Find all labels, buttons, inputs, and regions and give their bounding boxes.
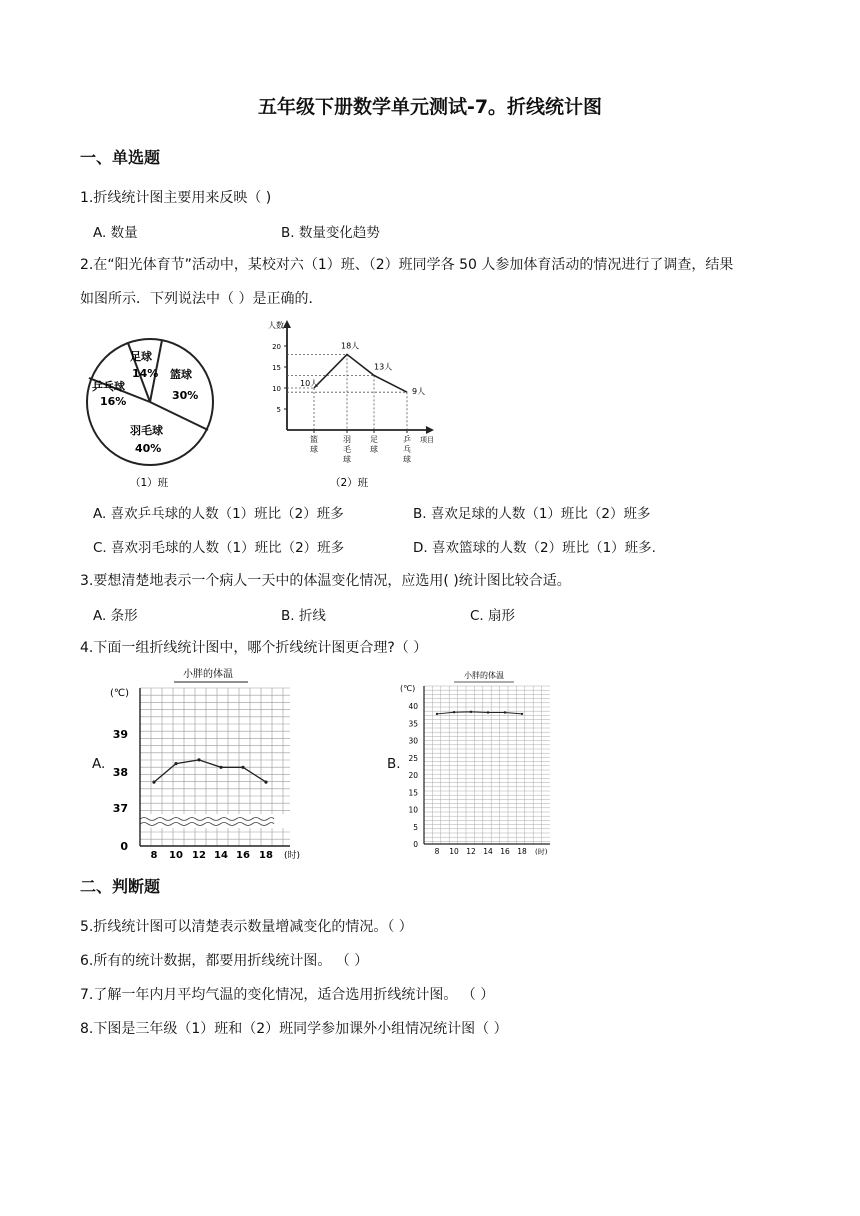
question-7: 7.了解一年内月平均气温的变化情况，适合选用折线统计图。 （ ） bbox=[80, 987, 495, 1003]
lc2-category-label: 篮球 bbox=[310, 435, 318, 454]
ca-xtick-label: 12 bbox=[192, 850, 206, 861]
cb-point bbox=[453, 711, 455, 713]
cb-ytick-label: 10 bbox=[408, 805, 418, 815]
lc2-y-arrow bbox=[283, 320, 291, 328]
pie-caption: （1）班 bbox=[130, 477, 169, 489]
ca-x-unit: (时) bbox=[284, 851, 301, 861]
lc2-value-label: 9人 bbox=[412, 387, 426, 397]
q4-chart-a bbox=[108, 664, 308, 864]
pie-label-table-tennis: 乒乓球 bbox=[92, 380, 125, 393]
q2-pie-chart bbox=[80, 330, 220, 495]
pie-percent-table-tennis: 16% bbox=[100, 395, 127, 408]
ca-ytick-label: 38 bbox=[112, 766, 128, 779]
ca-ytick-label: 37 bbox=[112, 802, 128, 815]
q2-line-chart bbox=[262, 316, 452, 494]
lc2-ytick-label: 5 bbox=[276, 406, 281, 414]
q3-option-a: A. 条形 bbox=[93, 608, 138, 624]
page-title: 五年级下册数学单元测试-7。折线统计图 bbox=[257, 96, 603, 118]
ca-point bbox=[264, 781, 267, 784]
cb-point bbox=[504, 711, 506, 713]
cb-xtick-label: 8 bbox=[434, 847, 440, 856]
cb-ytick-label: 30 bbox=[408, 736, 418, 746]
pie-label-basketball: 篮球 bbox=[170, 368, 192, 381]
ca-xtick-label: 16 bbox=[236, 850, 250, 861]
pie-label-football: 足球 bbox=[130, 350, 152, 363]
q3-option-c: C. 扇形 bbox=[470, 608, 516, 624]
section-heading-single-choice: 一、单选题 bbox=[80, 148, 161, 167]
ca-point bbox=[197, 758, 200, 761]
cb-unit: (℃) bbox=[400, 684, 416, 693]
question-2-line-1: 2.在“阳光体育节”活动中，某校对六（1）班、（2）班同学各 50 人参加体育活动的情况进行了调查，结果 bbox=[80, 257, 734, 273]
cb-ytick-label: 20 bbox=[408, 771, 418, 780]
cb-ytick-label: 40 bbox=[408, 702, 418, 711]
ca-unit: (℃) bbox=[110, 688, 130, 699]
cb-xtick-label: 12 bbox=[466, 847, 476, 856]
lc2-ytick-label: 20 bbox=[272, 343, 281, 351]
ca-ytick-label: 0 bbox=[120, 840, 128, 853]
cb-ytick-label: 0 bbox=[413, 840, 418, 849]
ca-point bbox=[152, 781, 155, 784]
pie-label-badminton: 羽毛球 bbox=[130, 424, 163, 437]
cb-xtick-label: 16 bbox=[500, 847, 510, 856]
q4-option-b: B. bbox=[387, 756, 401, 772]
q2-option-a: A. 喜欢乒乓球的人数（1）班比（2）班多 bbox=[93, 506, 344, 522]
lc2-ytick-label: 15 bbox=[272, 364, 281, 372]
ca-point bbox=[219, 766, 222, 769]
question-1: 1.折线统计图主要用来反映（ ) bbox=[80, 190, 272, 206]
lc2-ylabel: 人数 bbox=[268, 321, 284, 330]
lc2-category-label: 羽毛球 bbox=[343, 435, 351, 464]
section-heading-true-false: 二、判断题 bbox=[80, 877, 161, 896]
lc2-value-label: 13人 bbox=[374, 362, 393, 372]
q2-option-d: D. 喜欢篮球的人数（2）班比（1）班多. bbox=[413, 540, 656, 556]
q2-option-b: B. 喜欢足球的人数（1）班比（2）班多 bbox=[413, 506, 651, 522]
cb-ytick-label: 15 bbox=[408, 788, 418, 798]
cb-point bbox=[470, 711, 472, 713]
pie-percent-basketball: 30% bbox=[172, 389, 199, 402]
pie-percent-badminton: 40% bbox=[135, 442, 162, 455]
cb-ytick-label: 25 bbox=[408, 753, 418, 763]
ca-xtick-label: 18 bbox=[259, 850, 273, 861]
cb-ytick-label: 35 bbox=[408, 719, 418, 729]
question-4: 4.下面一组折线统计图中，哪个折线统计图更合理?（ ） bbox=[80, 640, 428, 656]
cb-x-unit: (时) bbox=[535, 848, 548, 856]
ca-axis-break bbox=[140, 814, 290, 828]
lc2-x-arrow bbox=[426, 426, 434, 434]
cb-ytick-label: 5 bbox=[413, 822, 418, 832]
cb-xtick-label: 18 bbox=[517, 847, 527, 856]
q2-option-c: C. 喜欢羽毛球的人数（1）班比（2）班多 bbox=[93, 540, 345, 556]
ca-xtick-label: 8 bbox=[150, 850, 158, 861]
cb-point bbox=[436, 713, 438, 715]
cb-xtick-label: 14 bbox=[483, 847, 493, 856]
ca-xtick-label: 14 bbox=[214, 850, 228, 861]
lc2-category-label: 乒乓球 bbox=[403, 435, 411, 464]
lc2-xlabel: 项目 bbox=[420, 436, 434, 444]
q4-chart-b bbox=[398, 666, 556, 860]
cb-xtick-label: 10 bbox=[449, 847, 459, 856]
q4-option-a: A. bbox=[92, 756, 106, 772]
lc2-value-label: 18人 bbox=[341, 341, 360, 351]
cb-series-line bbox=[437, 712, 522, 714]
q1-option-b: B. 数量变化趋势 bbox=[281, 225, 380, 241]
question-8: 8.下图是三年级（1）班和（2）班同学参加课外小组情况统计图（ ） bbox=[80, 1021, 508, 1037]
lc2-caption: （2）班 bbox=[330, 477, 369, 489]
ca-xtick-label: 10 bbox=[169, 850, 183, 861]
ca-series-line bbox=[154, 760, 266, 782]
lc2-category-label: 足球 bbox=[370, 435, 378, 454]
ca-title: 小胖的体温 bbox=[183, 669, 233, 680]
lc2-value-label: 10人 bbox=[300, 379, 319, 388]
cb-point bbox=[521, 713, 523, 715]
question-3: 3.要想清楚地表示一个病人一天中的体温变化情况，应选用( )统计图比较合适。 bbox=[80, 573, 571, 589]
question-2-line-2: 如图所示．下列说法中（ ）是正确的． bbox=[80, 291, 323, 307]
q1-option-a: A. 数量 bbox=[93, 225, 138, 241]
ca-ytick-label: 39 bbox=[112, 728, 128, 741]
lc2-series-line bbox=[314, 354, 407, 392]
lc2-ytick-label: 10 bbox=[272, 385, 281, 393]
pie-percent-football: 14% bbox=[132, 367, 159, 380]
cb-point bbox=[487, 711, 489, 713]
question-6: 6.所有的统计数据，都要用折线统计图。 （ ） bbox=[80, 953, 369, 969]
cb-title: 小胖的体温 bbox=[464, 671, 504, 680]
q3-option-b: B. 折线 bbox=[281, 608, 326, 624]
question-5: 5.折线统计图可以清楚表示数量增减变化的情况。（ ） bbox=[80, 919, 413, 935]
ca-point bbox=[174, 762, 177, 765]
ca-point bbox=[241, 766, 244, 769]
